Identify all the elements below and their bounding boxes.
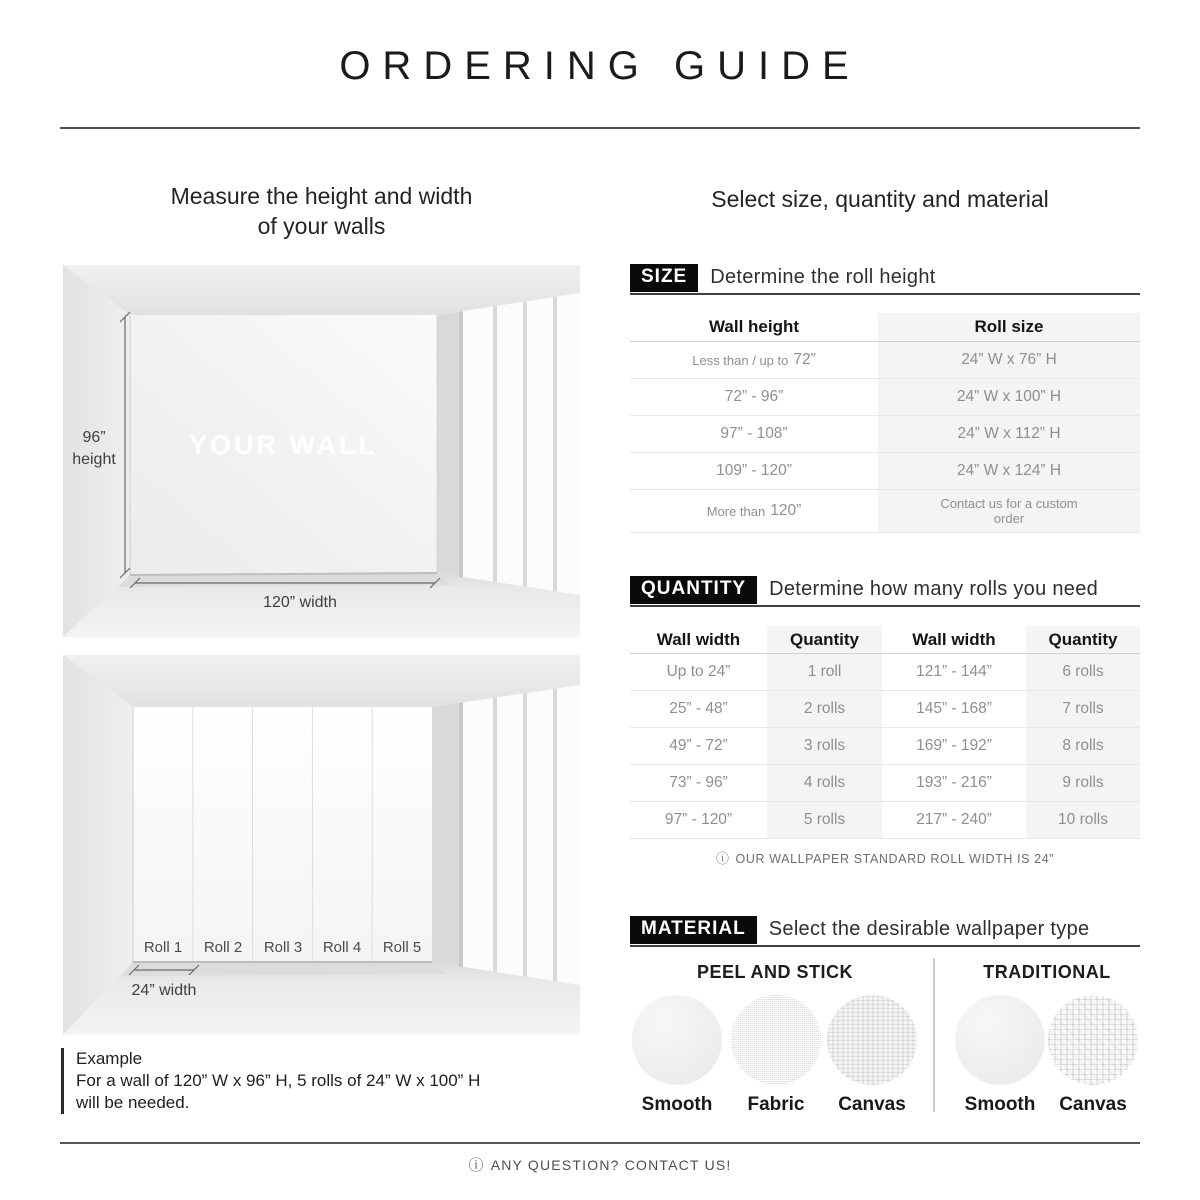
room-illustration-rolls bbox=[63, 655, 580, 1035]
wall-width-cell: 169” - 192” bbox=[882, 727, 1026, 764]
column-header-quantity: Quantity bbox=[767, 626, 882, 653]
top-divider bbox=[60, 127, 1140, 129]
roll-label: Roll 3 bbox=[263, 939, 303, 956]
swatch-canvas-peel-and-stick bbox=[827, 995, 917, 1085]
wall-label: YOUR WALL bbox=[189, 429, 378, 460]
wall-width-cell: 73” - 96” bbox=[630, 764, 767, 801]
quantity-subtitle: Determine how many rolls you need bbox=[769, 578, 1099, 600]
width-dimension-label: 120” width bbox=[263, 594, 337, 611]
height-word: height bbox=[72, 451, 116, 468]
roll-label: Roll 2 bbox=[203, 939, 243, 956]
page-title: ORDERING GUIDE bbox=[339, 44, 861, 88]
quantity-cell: 5 rolls bbox=[767, 801, 882, 839]
wall-width-cell: 121” - 144” bbox=[882, 653, 1026, 690]
select-heading: Select size, quantity and material bbox=[711, 186, 1049, 212]
table-row bbox=[630, 727, 1140, 764]
size-table-header-row bbox=[630, 313, 1140, 341]
swatch-fabric-peel-and-stick bbox=[731, 995, 821, 1085]
size-section-header bbox=[630, 264, 1140, 295]
wall-width-cell: 49” - 72” bbox=[630, 727, 767, 764]
column-header-wall-height: Wall height bbox=[708, 317, 800, 336]
window-icon bbox=[463, 685, 580, 985]
roll-label: Roll 1 bbox=[143, 939, 183, 956]
info-icon: ⓘ bbox=[468, 1157, 485, 1174]
swatch-smooth-traditional bbox=[955, 995, 1045, 1085]
quantity-cell: 9 rolls bbox=[1026, 764, 1140, 801]
wall-width-cell: Up to 24” bbox=[630, 653, 767, 690]
swatch-label: Smooth bbox=[964, 1094, 1036, 1115]
material-group-title-traditional: TRADITIONAL bbox=[983, 962, 1111, 982]
room-illustration-measure bbox=[63, 265, 580, 637]
quantity-cell: 8 rolls bbox=[1026, 727, 1140, 764]
quantity-cell: 7 rolls bbox=[1026, 690, 1140, 727]
roll-label: Roll 5 bbox=[382, 939, 422, 956]
example-line1: For a wall of 120” W x 96” H, 5 rolls of 24” W x 100” H bbox=[76, 1071, 481, 1090]
roll-width-note: ⓘ OUR WALLPAPER STANDARD ROLL WIDTH IS 24” bbox=[715, 851, 1055, 866]
bottom-divider bbox=[60, 1142, 1140, 1144]
info-icon: ⓘ bbox=[715, 851, 730, 866]
roll-size-cell: Contact us for a custom order bbox=[878, 489, 1140, 533]
size-subtitle: Determine the roll height bbox=[710, 266, 936, 288]
wall-height-cell: Less than / up to 72” bbox=[630, 341, 878, 378]
room-scene bbox=[63, 655, 580, 1035]
contact-note: ⓘ ANY QUESTION? CONTACT US! bbox=[468, 1157, 732, 1174]
window-frame bbox=[459, 311, 463, 578]
quantity-cell: 6 rolls bbox=[1026, 653, 1140, 690]
table-row bbox=[630, 764, 1140, 801]
table-row bbox=[630, 415, 1140, 452]
table-row bbox=[630, 690, 1140, 727]
wall-width-cell: 217” - 240” bbox=[882, 801, 1026, 839]
window-icon bbox=[463, 293, 580, 595]
height-dimension-label bbox=[65, 427, 123, 471]
roll-size-cell: 24” W x 124” H bbox=[878, 452, 1140, 489]
swatch-label: Smooth bbox=[641, 1094, 713, 1115]
table-row bbox=[630, 378, 1140, 415]
roll-label: Roll 4 bbox=[322, 939, 362, 956]
wall-shadow bbox=[118, 574, 453, 587]
quantity-cell: 1 roll bbox=[767, 653, 882, 690]
material-subtitle: Select the desirable wallpaper type bbox=[768, 918, 1090, 940]
wallpaper-rolls bbox=[133, 707, 432, 962]
swatch-smooth-peel-and-stick bbox=[632, 995, 722, 1085]
column-header-quantity: Quantity bbox=[1026, 626, 1140, 653]
table-row bbox=[630, 452, 1140, 489]
quantity-cell: 3 rolls bbox=[767, 727, 882, 764]
swatch-label: Canvas bbox=[1059, 1094, 1127, 1115]
roll-size-cell: 24” W x 100” H bbox=[878, 378, 1140, 415]
quantity-table-header-row bbox=[630, 626, 1140, 653]
quantity-cell: 2 rolls bbox=[767, 690, 882, 727]
wall-height-cell: 97” - 108” bbox=[630, 415, 878, 452]
material-badge: MATERIAL bbox=[630, 916, 757, 944]
table-row bbox=[630, 489, 1140, 533]
example-block bbox=[61, 1048, 480, 1114]
quantity-cell: 10 rolls bbox=[1026, 801, 1140, 839]
quantity-badge: QUANTITY bbox=[630, 576, 757, 604]
roll-size-cell: 24” W x 112” H bbox=[878, 415, 1140, 452]
example-line2: will be needed. bbox=[76, 1093, 190, 1112]
wall-height-cell: 109” - 120” bbox=[630, 452, 878, 489]
column-header-roll-size: Roll size bbox=[878, 313, 1140, 341]
wall-width-cell: 193” - 216” bbox=[882, 764, 1026, 801]
column-header-wall-width: Wall width bbox=[912, 629, 996, 649]
measure-heading bbox=[63, 181, 580, 241]
swatch-label: Fabric bbox=[747, 1094, 805, 1115]
table-row bbox=[630, 801, 1140, 839]
material-section-header bbox=[630, 916, 1140, 947]
material-group-divider bbox=[933, 958, 935, 1112]
size-table bbox=[630, 313, 1140, 533]
column-header-wall-width: Wall width bbox=[656, 629, 741, 649]
wall-height-cell: 72” - 96” bbox=[630, 378, 878, 415]
measure-heading-line2: of your walls bbox=[257, 213, 386, 239]
measure-heading-line1: Measure the height and width bbox=[170, 183, 473, 209]
swatch-label: Canvas bbox=[838, 1094, 906, 1115]
table-row bbox=[630, 341, 1140, 378]
wall-height-cell: More than 120” bbox=[630, 489, 878, 533]
example-title: Example bbox=[76, 1049, 143, 1068]
size-badge: SIZE bbox=[630, 264, 698, 292]
swatch-canvas-traditional bbox=[1048, 995, 1138, 1085]
window-frame bbox=[459, 702, 463, 967]
material-group-title-peel-and-stick: PEEL AND STICK bbox=[696, 962, 854, 982]
quantity-section-header bbox=[630, 576, 1140, 607]
height-value: 96” bbox=[82, 429, 106, 446]
table-row bbox=[630, 653, 1140, 690]
wall-width-cell: 145” - 168” bbox=[882, 690, 1026, 727]
wall-width-cell: 25” - 48” bbox=[630, 690, 767, 727]
wall-width-cell: 97” - 120” bbox=[630, 801, 767, 839]
quantity-table bbox=[630, 626, 1140, 839]
quantity-cell: 4 rolls bbox=[767, 764, 882, 801]
roll-size-cell: 24” W x 76” H bbox=[878, 341, 1140, 378]
roll-width-dimension-label: 24” width bbox=[131, 982, 197, 999]
